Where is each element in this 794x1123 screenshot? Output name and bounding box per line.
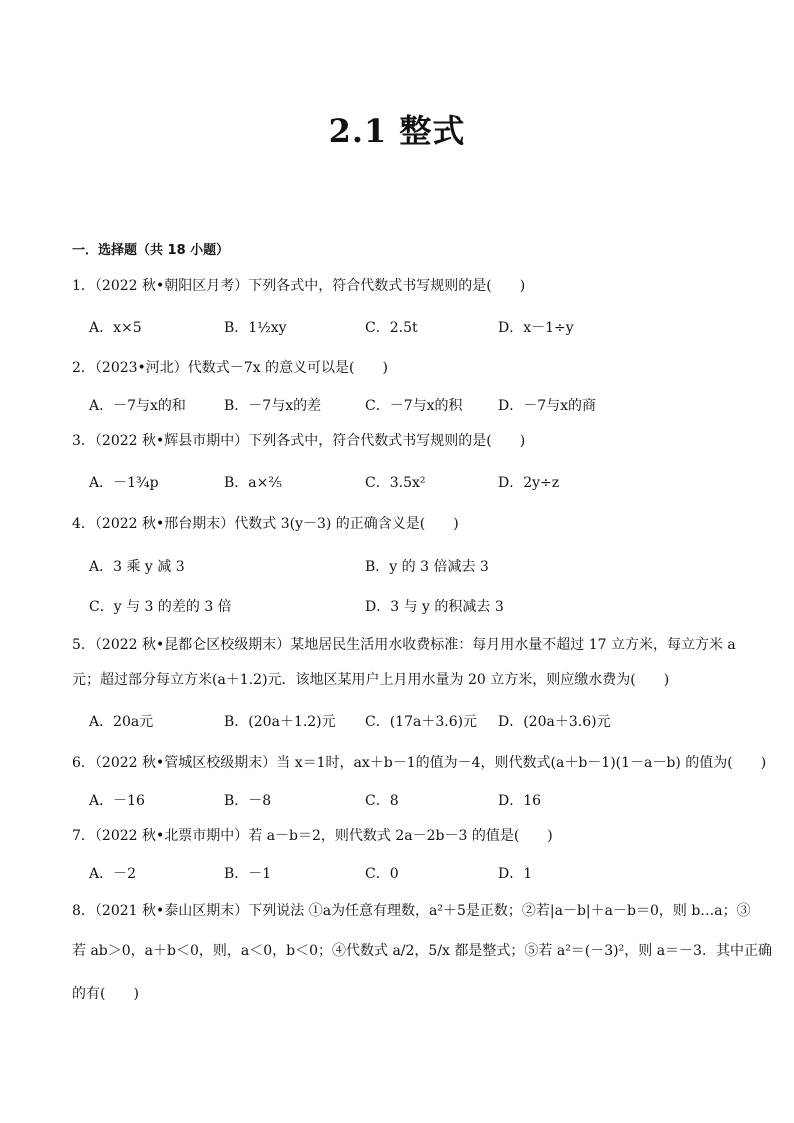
option-c: C．(17a＋3.6)元 [365, 714, 478, 730]
option-d: D．3 与 y 的积减去 3 [365, 599, 504, 615]
option-a: A．x×5 [89, 320, 142, 336]
option-b: B．(20a＋1.2)元 [224, 714, 336, 730]
option-a: A．－2 [89, 866, 137, 882]
question-8-stem-cont: 若 ab＞0，a＋b＜0，则，a＜0，b＜0；④代数式 a/2，5/x 都是整式；⑤若 a²＝(－3)²，则 a＝－3．其中正确 [72, 943, 772, 959]
option-c: C．8 [365, 793, 399, 809]
option-a: A．－16 [89, 793, 145, 809]
option-b: B．－8 [224, 793, 272, 809]
option-d: D．－7与x的商 [498, 398, 597, 414]
question-2-stem: 2．（2023•河北）代数式－7x 的意义可以是( ) [72, 360, 388, 376]
question-8-stem-end: 的有( ) [72, 986, 139, 1002]
question-1-stem: 1．（2022 秋•朝阳区月考）下列各式中，符合代数式书写规则的是( ) [72, 278, 526, 294]
question-7-stem: 7．（2022 秋•北票市期中）若 a－b＝2，则代数式 2a－2b－3 的值是( ) [72, 828, 553, 844]
question-8-stem: 8．（2021 秋•泰山区期末）下列说法 ①a为任意有理数，a²＋5是正数；②若|a－b|＋a－b＝0，则 b…a；③ [72, 903, 751, 919]
option-b: B．－7与x的差 [224, 398, 322, 414]
option-c: C．－7与x的积 [365, 398, 463, 414]
question-4-stem: 4．（2022 秋•邢台期末）代数式 3(y－3) 的正确含义是( ) [72, 516, 459, 532]
option-b: B．y 的 3 倍减去 3 [365, 559, 489, 575]
option-d: D．2y÷z [498, 475, 560, 491]
option-a: A．－7与x的和 [89, 398, 186, 414]
option-d: D．x－1÷y [498, 320, 574, 336]
page-title: 2.1 整式 [328, 112, 466, 150]
question-5-stem-cont: 元；超过部分每立方米(a＋1.2)元．该地区某用户上月用水量为 20 立方米，则应缴水费为( ) [72, 672, 670, 688]
question-5-stem: 5．（2022 秋•昆都仑区校级期末）某地居民生活用水收费标准：每月用水量不超过 17 立方米，每立方米 a [72, 637, 736, 653]
option-a: A．20a元 [89, 714, 154, 730]
section-heading: 一．选择题（共 18 小题） [72, 243, 230, 258]
option-b: B．－1 [224, 866, 272, 882]
option-d: D．1 [498, 866, 533, 882]
option-c: C．2.5t [365, 320, 418, 336]
question-6-stem: 6．（2022 秋•管城区校级期末）当 x＝1时，ax＋b－1的值为－4，则代数式(a＋b－1)(1－a－b) 的值为( ) [72, 755, 767, 771]
question-3-stem: 3．（2022 秋•辉县市期中）下列各式中，符合代数式书写规则的是( ) [72, 433, 526, 449]
option-c: C．0 [365, 866, 399, 882]
option-c: C．y 与 3 的差的 3 倍 [89, 599, 232, 615]
option-a: A．3 乘 y 减 3 [89, 559, 185, 575]
option-d: D．(20a＋3.6)元 [498, 714, 611, 730]
option-b: B．a×⅖ [224, 475, 282, 491]
option-d: D．16 [498, 793, 542, 809]
option-b: B．1½xy [224, 320, 287, 336]
option-c: C．3.5x² [365, 475, 426, 491]
option-a: A．－1¾p [89, 475, 159, 491]
